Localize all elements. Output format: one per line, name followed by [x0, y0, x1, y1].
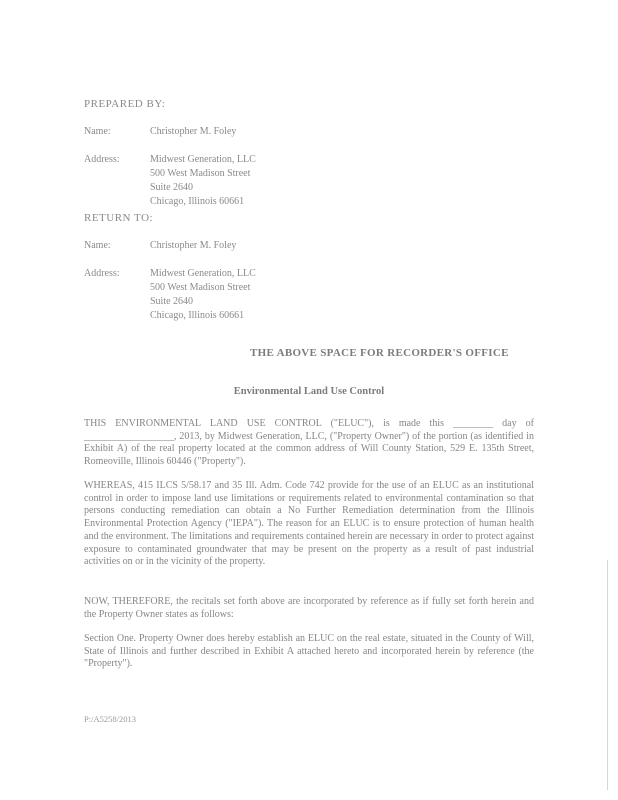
address-line: Suite 2640: [150, 182, 194, 193]
return-to-address: [150, 267, 256, 323]
recorder-space-notice: THE ABOVE SPACE FOR RECORDER'S OFFICE: [250, 347, 509, 359]
prepared-by-address-label: Address:: [84, 154, 120, 165]
address-line: Midwest Generation, LLC: [150, 268, 256, 279]
paragraph-now-therefore: NOW, THEREFORE, the recitals set forth above are incorporated by reference as if fully set forth herein and the Property Owner states as follows:: [84, 596, 534, 620]
paragraph-section-one: Section One. Property Owner does hereby establish an ELUC on the real estate, situated in the County of Will, State of Illinois and further described in Exhibit A attached hereto and incorporated herein by reference (the "Property").: [84, 633, 534, 670]
prepared-by-name-label: Name:: [84, 126, 111, 137]
document-footer: P:/A5258/2013: [84, 714, 136, 724]
prepared-by-address: [150, 153, 256, 209]
address-line: 500 West Madison Street: [150, 168, 251, 179]
paragraph-intro: THIS ENVIRONMENTAL LAND USE CONTROL ("ELUC"), is made this ________ day of __________________, 2013, by Midwest Generation, LLC, ("Property Owner") of the portion (as identified in Exhibit A) of the real property located at the common address of Will County Station, 529 E. 135th Street, Romeoville, Illinois 60446 ("Property").: [84, 418, 534, 468]
address-line: Chicago, Illinois 60661: [150, 310, 245, 321]
address-line: Chicago, Illinois 60661: [150, 196, 245, 207]
address-line: Suite 2640: [150, 296, 194, 307]
return-to-heading: RETURN TO:: [84, 212, 154, 224]
address-line: Midwest Generation, LLC: [150, 154, 256, 165]
scan-edge-line: [607, 560, 608, 790]
return-to-name-label: Name:: [84, 240, 111, 251]
prepared-by-heading: PREPARED BY:: [84, 98, 166, 110]
return-to-name-value: Christopher M. Foley: [150, 240, 237, 251]
prepared-by-name-value: Christopher M. Foley: [150, 126, 237, 137]
document-title: Environmental Land Use Control: [233, 386, 385, 397]
return-to-address-label: Address:: [84, 268, 120, 279]
paragraph-whereas: WHEREAS, 415 ILCS 5/58.17 and 35 Ill. Adm. Code 742 provide for the use of an ELUC as an institutional control in order to impose land use limitations or requirements related to environmental contamination so that persons conducting remediation can obtain a No Further Remediation determination from the Illinois Environmental Protection Agency ("IEPA"). The reason for an ELUC is to ensure protection of human health and the environment. The limitations and requirements contained herein are necessary in order to protect against exposure to contaminated groundwater that may be present on the property as a result of past industrial activities on or in the vicinity of the property.: [84, 480, 534, 568]
address-line: 500 West Madison Street: [150, 282, 251, 293]
